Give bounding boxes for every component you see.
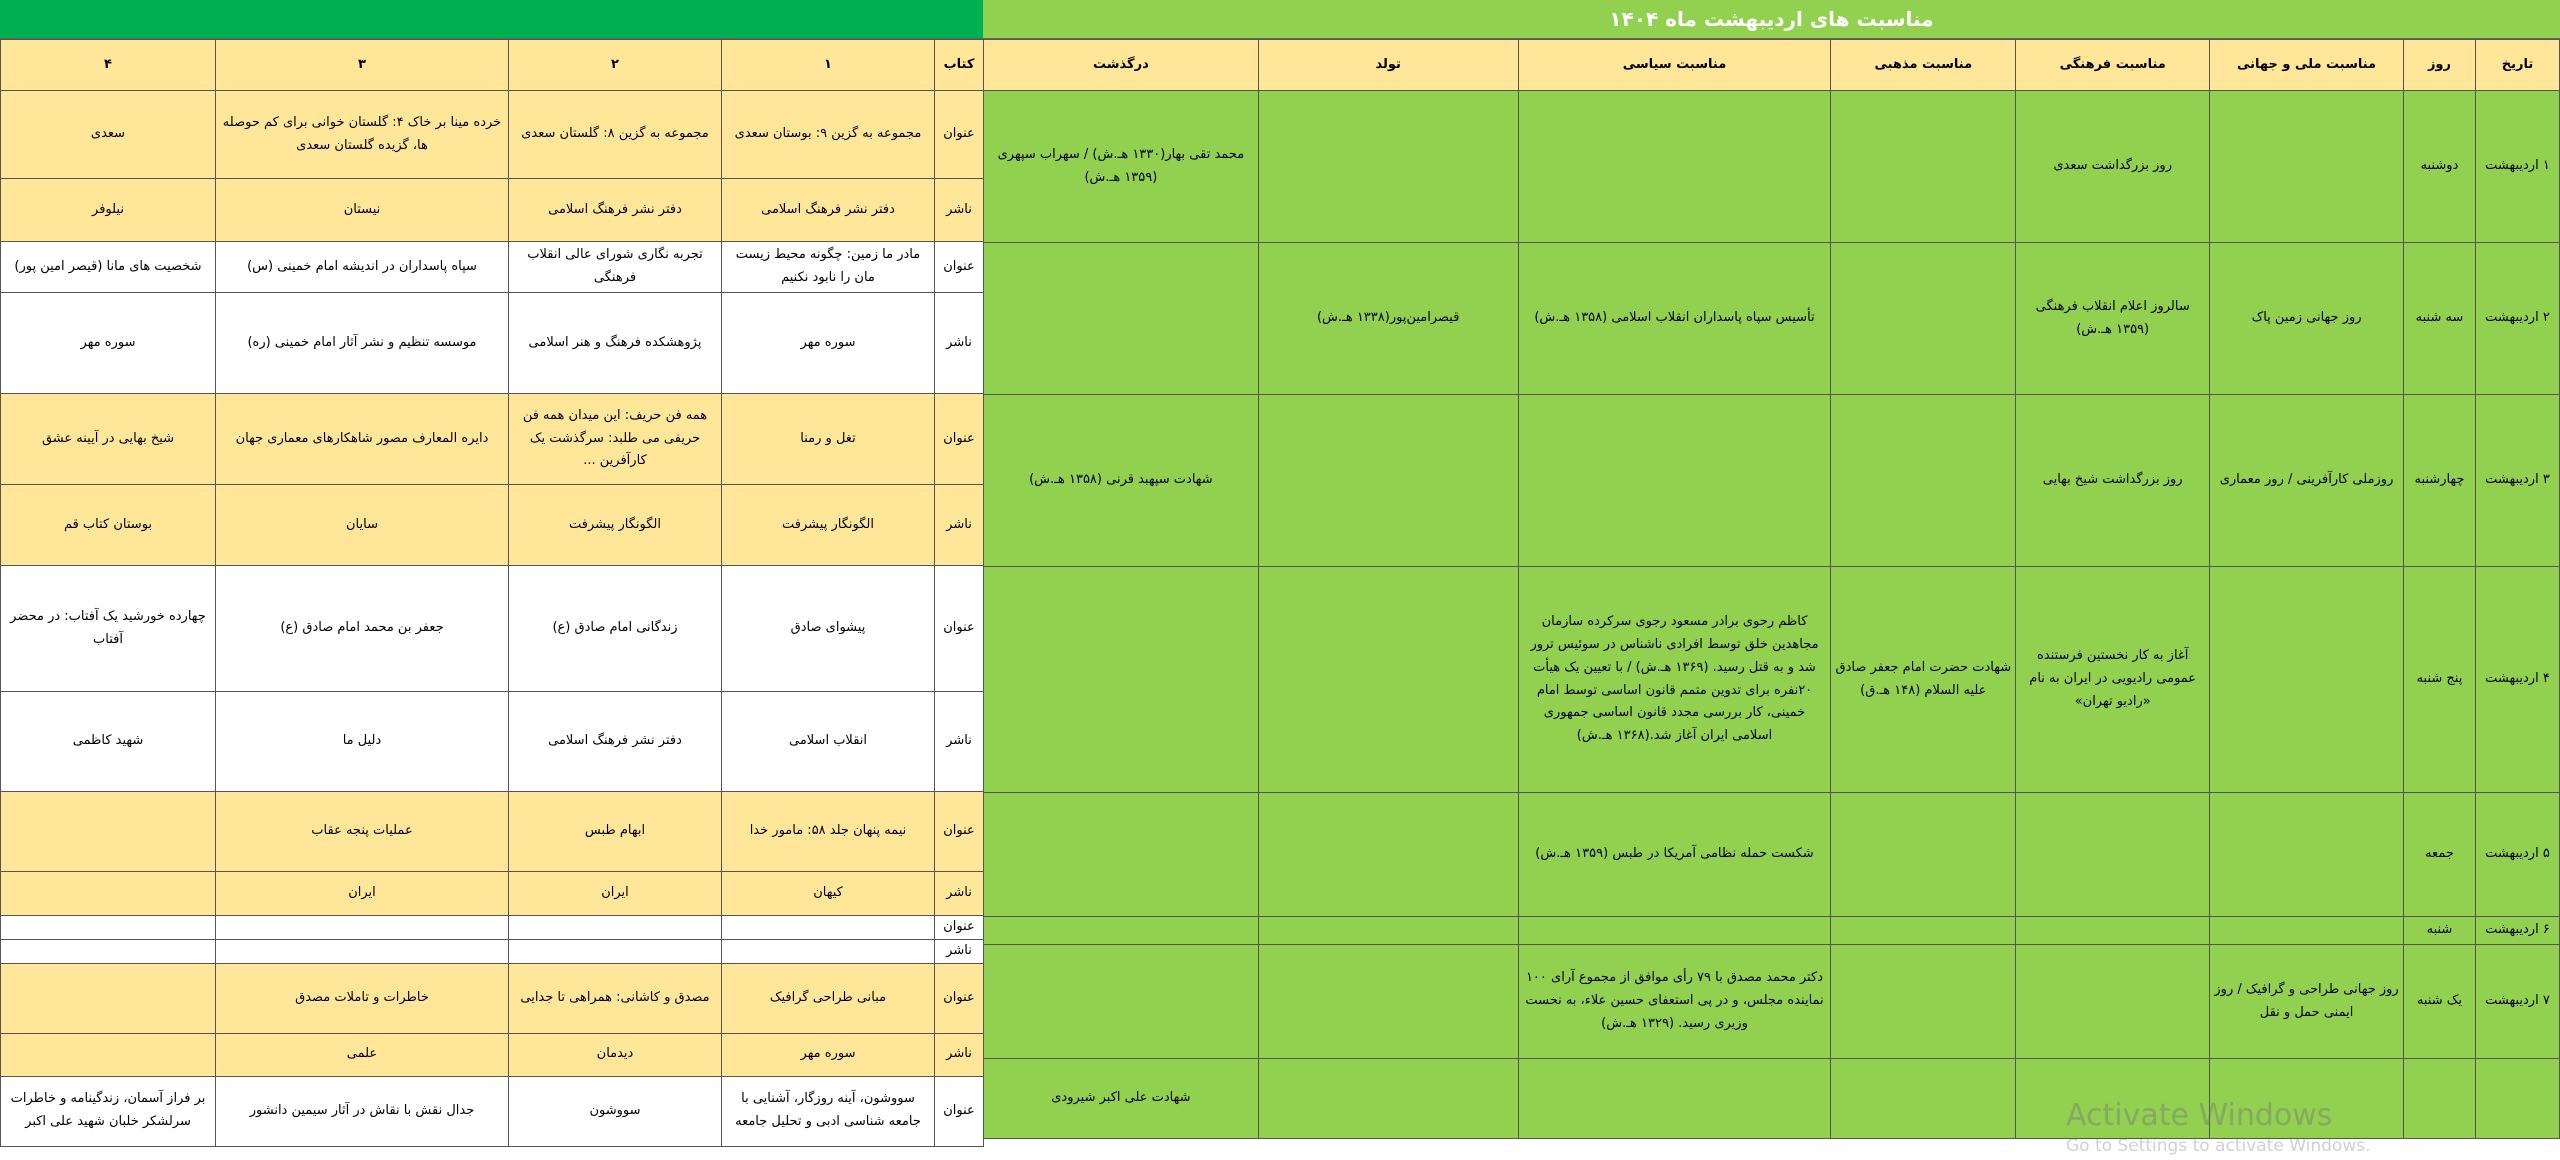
book-cell[interactable]: مجموعه به گزین ۸: گلستان سعدی — [509, 91, 722, 179]
occasion-cell-cultural[interactable]: آغاز به کار نخستین فرستنده عمومی رادیویی در ایران به نام «رادیو تهران» — [2016, 567, 2210, 793]
occasion-cell-birth[interactable] — [1258, 567, 1518, 793]
occasion-cell-cultural[interactable] — [2016, 793, 2210, 917]
book-cell[interactable]: مبانی طراحی گرافیک — [722, 963, 935, 1033]
book-cell[interactable]: تجربه نگاری شورای عالی انقلاب فرهنگی — [509, 242, 722, 293]
row-type-label[interactable]: ناشر — [935, 872, 984, 916]
occasion-cell-national[interactable] — [2210, 91, 2404, 243]
occasion-cell-political[interactable] — [1518, 1059, 1831, 1139]
occasion-cell-death[interactable]: محمد تقی بهار(۱۳۳۰ هـ.ش) / سهراب سپهری (۱۳۵۹ هـ.ش) — [984, 91, 1259, 243]
table-row — [984, 395, 2560, 567]
header-cell[interactable]: تاریخ — [2475, 40, 2559, 91]
occasion-cell-political[interactable] — [1518, 91, 1831, 243]
book-cell[interactable]: خاطرات و تاملات مصدق — [216, 963, 509, 1033]
book-cell[interactable]: سوره مهر — [722, 293, 935, 394]
book-cell[interactable]: مجموعه به گزین ۹: بوستان سعدی — [722, 91, 935, 179]
book-cell[interactable]: سوره مهر — [722, 1033, 935, 1076]
book-cell[interactable]: شهید کاظمی — [1, 692, 216, 792]
occasion-cell-death[interactable] — [984, 945, 1259, 1059]
book-cell[interactable]: عملیات پنجه عقاب — [216, 792, 509, 872]
header-cell[interactable]: مناسبت مذهبی — [1831, 40, 2016, 91]
occasion-cell-cultural[interactable]: روز بزرگداشت سعدی — [2016, 91, 2210, 243]
book-cell[interactable] — [1, 792, 216, 872]
book-cell[interactable]: الگونگار پیشرفت — [722, 485, 935, 566]
occasion-cell-birth[interactable] — [1258, 945, 1518, 1059]
row-type-label[interactable]: عنوان — [935, 242, 984, 293]
header-cell[interactable]: ۳ — [216, 40, 509, 91]
occasion-cell-birth[interactable] — [1258, 395, 1518, 567]
occasion-cell-date[interactable]: ۵ اردیبهشت — [2475, 793, 2559, 917]
table-row — [984, 917, 2560, 945]
occasion-cell-death[interactable] — [984, 793, 1259, 917]
occasion-cell-day[interactable]: سه شنبه — [2403, 243, 2475, 395]
book-cell[interactable]: دایره المعارف مصور شاهکارهای معماری جهان — [216, 394, 509, 485]
occasion-cell-date[interactable]: ۷ اردیبهشت — [2475, 945, 2559, 1059]
row-type-label[interactable]: ناشر — [935, 1033, 984, 1076]
book-cell[interactable]: کیهان — [722, 872, 935, 916]
book-cell[interactable]: دفتر نشر فرهنگ اسلامی — [509, 692, 722, 792]
book-cell[interactable]: پیشوای صادق — [722, 566, 935, 692]
books-header-row — [1, 40, 984, 91]
row-type-label[interactable]: ناشر — [935, 692, 984, 792]
book-cell[interactable]: خرده مینا بر خاک ۴: گلستان خوانی برای کم حوصله ها، گزیده گلستان سعدی — [216, 91, 509, 179]
row-type-label[interactable]: عنوان — [935, 916, 984, 940]
book-cell[interactable]: بر فراز آسمان، زندگینامه و خاطرات سرلشکر خلبان شهید علی اکبر — [1, 1076, 216, 1146]
occasion-cell-national[interactable] — [2210, 567, 2404, 793]
book-cell[interactable]: همه فن حریف: این میدان همه فن حریفی می طلبد: سرگذشت یک کارآفرین ... — [509, 394, 722, 485]
table-row — [984, 91, 2560, 243]
book-cell[interactable] — [1, 872, 216, 916]
book-cell[interactable]: شخصیت های مانا (قیصر امین پور) — [1, 242, 216, 293]
occasion-cell-political[interactable]: شکست حمله نظامی آمریکا در طبس (۱۳۵۹ هـ.ش) — [1518, 793, 1831, 917]
occasion-cell-day[interactable]: پنج شنبه — [2403, 567, 2475, 793]
book-cell[interactable]: ایران — [509, 872, 722, 916]
occasion-cell-birth[interactable] — [1258, 1059, 1518, 1139]
occasion-cell-national[interactable]: روزملی کارآفرینی / روز معماری — [2210, 395, 2404, 567]
header-cell[interactable]: ۲ — [509, 40, 722, 91]
book-cell[interactable]: سپاه پاسداران در اندیشه امام خمینی (س) — [216, 242, 509, 293]
occasion-cell-day[interactable]: شنبه — [2403, 917, 2475, 945]
book-cell[interactable]: تغل و رمنا — [722, 394, 935, 485]
occasion-cell-political[interactable]: کاظم رجوی برادر مسعود رجوی سرکرده سازمان مجاهدین خلق توسط افرادی ناشناس در سوئیس ترور شد و به قتل رسید. (۱۳۶۹ هـ.ش) / با تعیین یک هیأت ۲۰نفره برای تدوین متمم قانون اساسی توسط امام خمینی، کار بررسی مجدد قانون اساسی جمهوری اسلامی ایران آغاز شد.(۱۳۶۸ هـ.ش) — [1518, 567, 1831, 793]
sheet-title: مناسبت های اردیبهشت ماه ۱۴۰۴ — [983, 0, 2560, 39]
book-cell[interactable]: پژوهشکده فرهنگ و هنر اسلامی — [509, 293, 722, 394]
book-cell[interactable]: مادر ما زمین: چگونه محیط زیست مان را نابود نکنیم — [722, 242, 935, 293]
table-row — [1, 1033, 984, 1076]
occasion-cell-date[interactable]: ۳ اردیبهشت — [2475, 395, 2559, 567]
header-cell[interactable]: مناسبت ملی و جهانی — [2210, 40, 2404, 91]
occasion-cell-death[interactable] — [984, 917, 1259, 945]
table-row — [984, 243, 2560, 395]
occasion-cell-death[interactable]: شهادت سپهبد قرنی (۱۳۵۸ هـ.ش) — [984, 395, 1259, 567]
occasion-cell-cultural[interactable] — [2016, 945, 2210, 1059]
table-row — [1, 692, 984, 792]
occasion-cell-cultural[interactable]: روز بزرگداشت شیخ بهایی — [2016, 395, 2210, 567]
book-cell[interactable] — [1, 1033, 216, 1076]
occasion-cell-religious[interactable] — [1831, 395, 2016, 567]
table-row — [1, 792, 984, 872]
table-row — [1, 566, 984, 692]
books-table — [0, 39, 984, 1147]
table-row — [1, 1076, 984, 1146]
occasion-cell-political[interactable] — [1518, 395, 1831, 567]
occasion-cell-death[interactable] — [984, 567, 1259, 793]
row-type-label[interactable]: عنوان — [935, 792, 984, 872]
occasions-header-row — [984, 40, 2560, 91]
row-type-label[interactable]: ناشر — [935, 939, 984, 963]
book-cell[interactable]: دفتر نشر فرهنگ اسلامی — [722, 179, 935, 242]
table-row — [1, 293, 984, 394]
table-row — [1, 485, 984, 566]
occasion-cell-day[interactable]: دوشنبه — [2403, 91, 2475, 243]
book-cell[interactable]: دفتر نشر فرهنگ اسلامی — [509, 179, 722, 242]
book-cell[interactable]: الگونگار پیشرفت — [509, 485, 722, 566]
row-type-label[interactable]: عنوان — [935, 91, 984, 179]
occasion-cell-religious[interactable] — [1831, 1059, 2016, 1139]
occasion-cell-religious[interactable] — [1831, 243, 2016, 395]
book-cell[interactable]: سایان — [216, 485, 509, 566]
book-cell[interactable]: ایران — [216, 872, 509, 916]
table-row — [984, 945, 2560, 1059]
occasion-cell-national[interactable] — [2210, 917, 2404, 945]
occasion-cell-cultural[interactable] — [2016, 917, 2210, 945]
occasion-cell-political[interactable]: تأسیس سپاه پاسداران انقلاب اسلامی (۱۳۵۸ هـ.ش) — [1518, 243, 1831, 395]
header-cell[interactable]: روز — [2403, 40, 2475, 91]
row-type-label[interactable]: عنوان — [935, 394, 984, 485]
occasion-cell-day[interactable]: یک شنبه — [2403, 945, 2475, 1059]
occasion-cell-day[interactable]: جمعه — [2403, 793, 2475, 917]
book-cell[interactable] — [722, 939, 935, 963]
book-cell[interactable]: بوستان کتاب قم — [1, 485, 216, 566]
header-bar-left — [0, 0, 983, 39]
book-cell[interactable]: نیلوفر — [1, 179, 216, 242]
header-cell[interactable]: ۴ — [1, 40, 216, 91]
header-cell[interactable]: درگذشت — [984, 40, 1259, 91]
occasion-cell-birth[interactable] — [1258, 793, 1518, 917]
occasion-cell-religious[interactable] — [1831, 91, 2016, 243]
book-cell[interactable]: جدال نقش با نقاش در آثار سیمین دانشور — [216, 1076, 509, 1146]
occasion-cell-national[interactable]: روز جهانی زمین پاک — [2210, 243, 2404, 395]
row-type-label[interactable]: ناشر — [935, 485, 984, 566]
activation-watermark: Activate Windows — [2066, 1098, 2333, 1133]
book-cell[interactable]: جعفر بن محمد امام صادق (ع) — [216, 566, 509, 692]
occasion-cell-death[interactable]: شهادت علی اکبر شیرودی — [984, 1059, 1259, 1139]
book-cell[interactable]: موسسه تنظیم و نشر آثار امام خمینی (ره) — [216, 293, 509, 394]
book-cell[interactable] — [1, 963, 216, 1033]
occasion-cell-birth[interactable] — [1258, 91, 1518, 243]
table-row — [1, 916, 984, 940]
book-cell[interactable]: نیستان — [216, 179, 509, 242]
book-cell[interactable]: سوره مهر — [1, 293, 216, 394]
book-cell[interactable] — [722, 916, 935, 940]
book-cell[interactable]: دیدمان — [509, 1033, 722, 1076]
row-type-label[interactable]: عنوان — [935, 566, 984, 692]
book-cell[interactable] — [216, 916, 509, 940]
table-row — [984, 567, 2560, 793]
occasion-cell-death[interactable] — [984, 243, 1259, 395]
book-cell[interactable]: سووشون — [509, 1076, 722, 1146]
header-cell[interactable]: ۱ — [722, 40, 935, 91]
occasion-cell-date[interactable]: ۶ اردیبهشت — [2475, 917, 2559, 945]
book-cell[interactable] — [509, 916, 722, 940]
table-row — [1, 179, 984, 242]
table-row — [1, 394, 984, 485]
table-row — [1, 939, 984, 963]
occasion-cell-national[interactable]: روز جهانی طراحی و گرافیک / روز ایمنی حمل و نقل — [2210, 945, 2404, 1059]
occasion-cell-date[interactable] — [2475, 1059, 2559, 1139]
book-cell[interactable]: انقلاب اسلامی — [722, 692, 935, 792]
occasion-cell-birth[interactable] — [1258, 917, 1518, 945]
book-cell[interactable] — [509, 939, 722, 963]
occasion-cell-national[interactable] — [2210, 793, 2404, 917]
header-cell[interactable]: کتاب — [935, 40, 984, 91]
occasion-cell-day[interactable] — [2403, 1059, 2475, 1139]
header-cell[interactable]: تولد — [1258, 40, 1518, 91]
occasion-cell-date[interactable]: ۱ اردیبهشت — [2475, 91, 2559, 243]
book-cell[interactable]: شیخ بهایی در آیینه عشق — [1, 394, 216, 485]
occasion-cell-religious[interactable] — [1831, 793, 2016, 917]
row-type-label[interactable]: ناشر — [935, 293, 984, 394]
table-row — [1, 91, 984, 179]
book-cell[interactable]: مصدق و کاشانی: همراهی تا جدایی — [509, 963, 722, 1033]
occasion-cell-political[interactable]: دکتر محمد مصدق با ۷۹ رأی موافق از مجموع آرای ۱۰۰ نماینده مجلس، و در پی استعفای حسین علاء، به نخست وزیری رسید. (۱۳۲۹ هـ.ش) — [1518, 945, 1831, 1059]
header-cell[interactable]: مناسبت فرهنگی — [2016, 40, 2210, 91]
book-cell[interactable]: دلیل ما — [216, 692, 509, 792]
book-cell[interactable]: زندگانی امام صادق (ع) — [509, 566, 722, 692]
header-cell[interactable]: مناسبت سیاسی — [1518, 40, 1831, 91]
table-row — [1, 242, 984, 293]
book-cell[interactable] — [1, 916, 216, 940]
occasion-cell-day[interactable]: چهارشنبه — [2403, 395, 2475, 567]
table-row — [1, 872, 984, 916]
table-row — [1, 963, 984, 1033]
book-cell[interactable]: چهارده خورشید یک آفتاب: در محضر آفتاب — [1, 566, 216, 692]
row-type-label[interactable]: عنوان — [935, 963, 984, 1033]
occasion-cell-religious[interactable] — [1831, 945, 2016, 1059]
occasions-table — [983, 39, 2560, 1139]
table-row — [984, 793, 2560, 917]
book-cell[interactable]: سووشون، آینه روزگار، آشنایی با جامعه شناسی ادبی و تحلیل جامعه — [722, 1076, 935, 1146]
occasion-cell-religious[interactable]: شهادت حضرت امام جعفر صادق علیه السلام (۱۴۸ هـ.ق) — [1831, 567, 2016, 793]
occasion-cell-political[interactable] — [1518, 917, 1831, 945]
row-type-label[interactable]: ناشر — [935, 179, 984, 242]
book-cell[interactable]: علمی — [216, 1033, 509, 1076]
occasion-cell-religious[interactable] — [1831, 917, 2016, 945]
book-cell[interactable]: نیمه پنهان جلد ۵۸: مامور خدا — [722, 792, 935, 872]
book-cell[interactable]: سعدی — [1, 91, 216, 179]
book-cell[interactable]: ابهام طبس — [509, 792, 722, 872]
book-cell[interactable] — [216, 939, 509, 963]
row-type-label[interactable]: عنوان — [935, 1076, 984, 1146]
book-cell[interactable] — [1, 939, 216, 963]
activation-watermark-subtitle: Go to Settings to activate Windows. — [2066, 1136, 2371, 1156]
occasion-cell-birth[interactable]: قیصرامین‌پور(۱۳۳۸ هـ.ش) — [1258, 243, 1518, 395]
occasion-cell-date[interactable]: ۴ اردیبهشت — [2475, 567, 2559, 793]
occasion-cell-date[interactable]: ۲ اردیبهشت — [2475, 243, 2559, 395]
occasion-cell-cultural[interactable]: سالروز اعلام انقلاب فرهنگی (۱۳۵۹ هـ.ش) — [2016, 243, 2210, 395]
